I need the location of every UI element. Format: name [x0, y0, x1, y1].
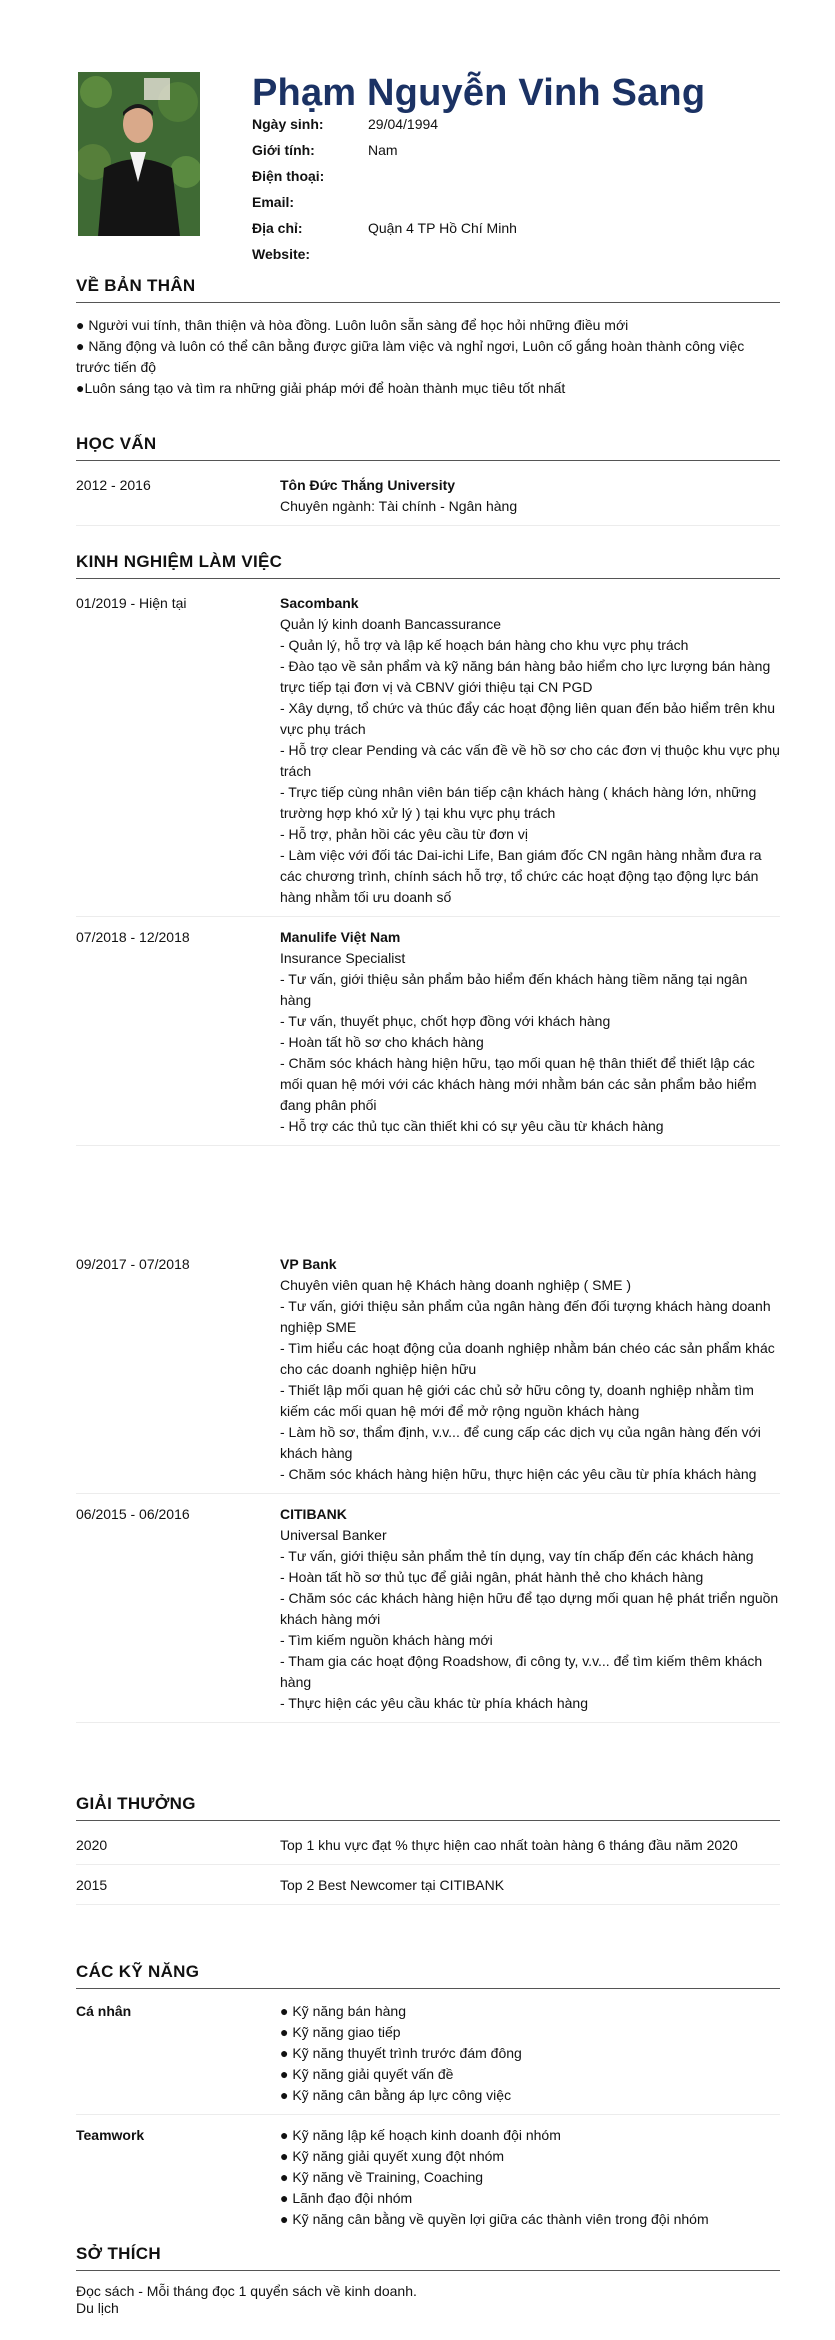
email-label: Email:: [252, 194, 295, 210]
hobbies-section: [76, 2244, 780, 2317]
hobby-line: Đọc sách - Mỗi tháng đọc 1 quyển sách về kinh doanh.: [76, 2283, 417, 2299]
hobbies-content: [76, 2271, 780, 2317]
job-role: Insurance Specialist: [280, 950, 406, 966]
award-year: 2015: [76, 1877, 108, 1893]
skills-title: CÁC KỸ NĂNG: [76, 1962, 780, 1989]
school-name: Tôn Đức Thắng University: [280, 477, 456, 493]
duty-item: - Hoàn tất hồ sơ thủ tục để giải ngân, phát hành thẻ cho khách hàng: [280, 1569, 704, 1585]
duty-item: - Đào tạo về sản phẩm và kỹ năng bán hàng bảo hiểm cho lực lượng bán hàng trực tiếp tại đơn vị và CBNV giới thiệu tại CN PGD: [280, 658, 771, 695]
profile-photo: [78, 72, 200, 236]
birthdate-label: Ngày sinh:: [252, 116, 324, 132]
hobbies-title: SỞ THÍCH: [76, 2244, 780, 2271]
company-name: CITIBANK: [280, 1506, 347, 1522]
profile-photo-image: [78, 72, 200, 236]
experience-date: 09/2017 - 07/2018: [76, 1256, 190, 1272]
company-name: VP Bank: [280, 1256, 337, 1272]
duty-item: - Thiết lập mối quan hệ giới các chủ sở hữu công ty, doanh nghiệp nhằm tìm kiếm các mối quan hệ mới để mở rộng nguồn khách hàng: [280, 1382, 754, 1419]
job-role: Chuyên viên quan hệ Khách hàng doanh nghiệp ( SME ): [280, 1277, 632, 1293]
info-row-gender: [252, 142, 772, 168]
full-name: Phạm Nguyễn Vinh Sang: [252, 72, 706, 114]
about-line: ● Năng động và luôn có thể cân bằng được giữa làm việc và nghỉ ngơi, Luôn cố gắng hoàn thành công việc trước tiến độ: [76, 338, 745, 375]
info-row-website: [252, 246, 772, 272]
about-line: ●Luôn sáng tạo và tìm ra những giải pháp mới để hoàn thành mục tiêu tốt nhất: [76, 380, 566, 396]
experience-body: [280, 1254, 780, 1485]
birthdate-value: 29/04/1994: [368, 116, 439, 132]
duty-item: - Tư vấn, giới thiệu sản phẩm thẻ tín dụng, vay tín chấp đến các khách hàng: [280, 1548, 754, 1564]
duty-item: - Tư vấn, giới thiệu sản phẩm của ngân hàng đến đối tượng khách hàng doanh nghiệp SME: [280, 1298, 771, 1335]
skill-list: [280, 2125, 780, 2230]
about-section: [76, 276, 780, 399]
experience-title: KINH NGHIỆM LÀM VIỆC: [76, 552, 780, 579]
info-row-address: [252, 220, 772, 246]
skill-item: ● Kỹ năng giải quyết vấn đề: [280, 2066, 454, 2082]
skill-group-label: Cá nhân: [76, 2003, 132, 2019]
duty-item: - Tư vấn, thuyết phục, chốt hợp đồng với khách hàng: [280, 1013, 611, 1029]
education-entry: [76, 461, 780, 526]
award-year: 2020: [76, 1837, 108, 1853]
experience-entry: [76, 579, 780, 917]
duty-item: - Xây dựng, tổ chức và thúc đẩy các hoạt động liên quan đến bảo hiểm trên khu vực phụ trách: [280, 700, 776, 737]
awards-title: GIẢI THƯỞNG: [76, 1794, 780, 1821]
duty-item: - Hoàn tất hồ sơ cho khách hàng: [280, 1034, 484, 1050]
experience-body: [280, 1504, 780, 1714]
experience-body: [280, 593, 780, 908]
skill-item: ● Kỹ năng về Training, Coaching: [280, 2169, 484, 2185]
about-title: VỀ BẢN THÂN: [76, 276, 780, 303]
skill-item: ● Kỹ năng cân bằng về quyền lợi giữa các thành viên trong đội nhóm: [280, 2211, 709, 2227]
duty-item: - Hỗ trợ các thủ tục cần thiết khi có sự yêu cầu từ khách hàng: [280, 1118, 664, 1134]
experience-date: 01/2019 - Hiện tại: [76, 595, 187, 611]
job-role: Quản lý kinh doanh Bancassurance: [280, 616, 502, 632]
info-row-email: [252, 194, 772, 220]
cv-header: [78, 72, 778, 272]
skill-group-label: Teamwork: [76, 2127, 145, 2143]
major: Chuyên ngành: Tài chính - Ngân hàng: [280, 498, 518, 514]
company-name: Manulife Việt Nam: [280, 929, 401, 945]
duty-item: - Tìm hiểu các hoạt động của doanh nghiệp nhằm bán chéo các sản phẩm khác cho các doanh nghiệp hiện hữu: [280, 1340, 775, 1377]
experience-entry: [76, 917, 780, 1146]
education-title: HỌC VẤN: [76, 434, 780, 461]
skill-group: [76, 1989, 780, 2115]
skill-item: ● Kỹ năng giải quyết xung đột nhóm: [280, 2148, 505, 2164]
info-row-phone: [252, 168, 772, 194]
gender-label: Giới tính:: [252, 142, 315, 158]
award-entry: [76, 1821, 780, 1865]
skill-item: ● Kỹ năng lập kế hoạch kinh doanh đội nhóm: [280, 2127, 561, 2143]
duty-item: - Hỗ trợ clear Pending và các vấn đề về hồ sơ cho các đơn vị thuộc khu vực phụ trách: [280, 742, 780, 779]
address-label: Địa chỉ:: [252, 220, 303, 236]
duty-item: - Chăm sóc khách hàng hiện hữu, thực hiện các yêu cầu từ phía khách hàng: [280, 1466, 757, 1482]
skill-list: [280, 2001, 780, 2106]
address-value: Quận 4 TP Hồ Chí Minh: [368, 220, 517, 236]
hobby-line: Du lịch: [76, 2300, 119, 2316]
experience-entry: [76, 1494, 780, 1723]
education-body: [280, 475, 780, 517]
duty-item: - Quản lý, hỗ trợ và lập kế hoạch bán hàng cho khu vực phụ trách: [280, 637, 689, 653]
skill-item: ● Kỹ năng cân bằng áp lực công việc: [280, 2087, 512, 2103]
skills-section: [76, 1962, 780, 2238]
contact-info: [252, 116, 772, 272]
duty-item: - Làm việc với đối tác Dai-ichi Life, Ban giám đốc CN ngân hàng nhằm đưa ra các chương trình, chính sách hỗ trợ, tổ chức các hoạt động tạo động lực bán hàng nhằm tối ưu doanh số: [280, 847, 762, 905]
company-name: Sacombank: [280, 595, 359, 611]
award-text: Top 1 khu vực đạt % thực hiện cao nhất toàn hàng 6 tháng đầu năm 2020: [280, 1837, 738, 1853]
about-line: ● Người vui tính, thân thiện và hòa đồng. Luôn luôn sẵn sàng để học hỏi những điều mới: [76, 317, 629, 333]
experience-section: [76, 552, 780, 1723]
duty-item: - Chăm sóc các khách hàng hiện hữu để tạo dựng mối quan hệ phát triển nguồn khách hàng mới: [280, 1590, 779, 1627]
education-date: 2012 - 2016: [76, 477, 151, 493]
website-label: Website:: [252, 246, 311, 262]
info-row-birthdate: [252, 116, 772, 142]
phone-label: Điện thoại:: [252, 168, 325, 184]
awards-section: [76, 1794, 780, 1905]
experience-date: 07/2018 - 12/2018: [76, 929, 190, 945]
skill-group: [76, 2115, 780, 2238]
experience-body: [280, 927, 780, 1137]
gender-value: Nam: [368, 142, 398, 158]
duty-item: - Trực tiếp cùng nhân viên bán tiếp cận khách hàng ( khách hàng lớn, những trường hợp khó xử lý ) tại khu vực phụ trách: [280, 784, 757, 821]
experience-date: 06/2015 - 06/2016: [76, 1506, 190, 1522]
duty-item: - Chăm sóc khách hàng hiện hữu, tạo mối quan hệ thân thiết để thiết lập các mối quan hệ mới với các khách hàng mới nhằm bán các sản phẩm bảo hiểm đang phân phối: [280, 1055, 757, 1113]
duty-item: - Tìm kiếm nguồn khách hàng mới: [280, 1632, 493, 1648]
experience-entry: [76, 1242, 780, 1494]
duty-item: - Thực hiện các yêu cầu khác từ phía khách hàng: [280, 1695, 588, 1711]
skill-item: ● Kỹ năng giao tiếp: [280, 2024, 401, 2040]
job-role: Universal Banker: [280, 1527, 387, 1543]
duty-item: - Tham gia các hoạt động Roadshow, đi công ty, v.v... để tìm kiếm thêm khách hàng: [280, 1653, 763, 1690]
duty-item: - Làm hồ sơ, thẩm định, v.v... để cung cấp các dịch vụ của ngân hàng đến với khách hàng: [280, 1424, 761, 1461]
education-section: [76, 434, 780, 526]
skill-item: ● Lãnh đạo đội nhóm: [280, 2190, 413, 2206]
award-text: Top 2 Best Newcomer tại CITIBANK: [280, 1877, 505, 1893]
duty-item: - Hỗ trợ, phản hồi các yêu cầu từ đơn vị: [280, 826, 528, 842]
duty-item: - Tư vấn, giới thiệu sản phẩm bảo hiểm đến khách hàng tiềm năng tại ngân hàng: [280, 971, 748, 1008]
about-content: [76, 303, 780, 399]
skill-item: ● Kỹ năng bán hàng: [280, 2003, 406, 2019]
skill-item: ● Kỹ năng thuyết trình trước đám đông: [280, 2045, 522, 2061]
award-entry: [76, 1865, 780, 1905]
